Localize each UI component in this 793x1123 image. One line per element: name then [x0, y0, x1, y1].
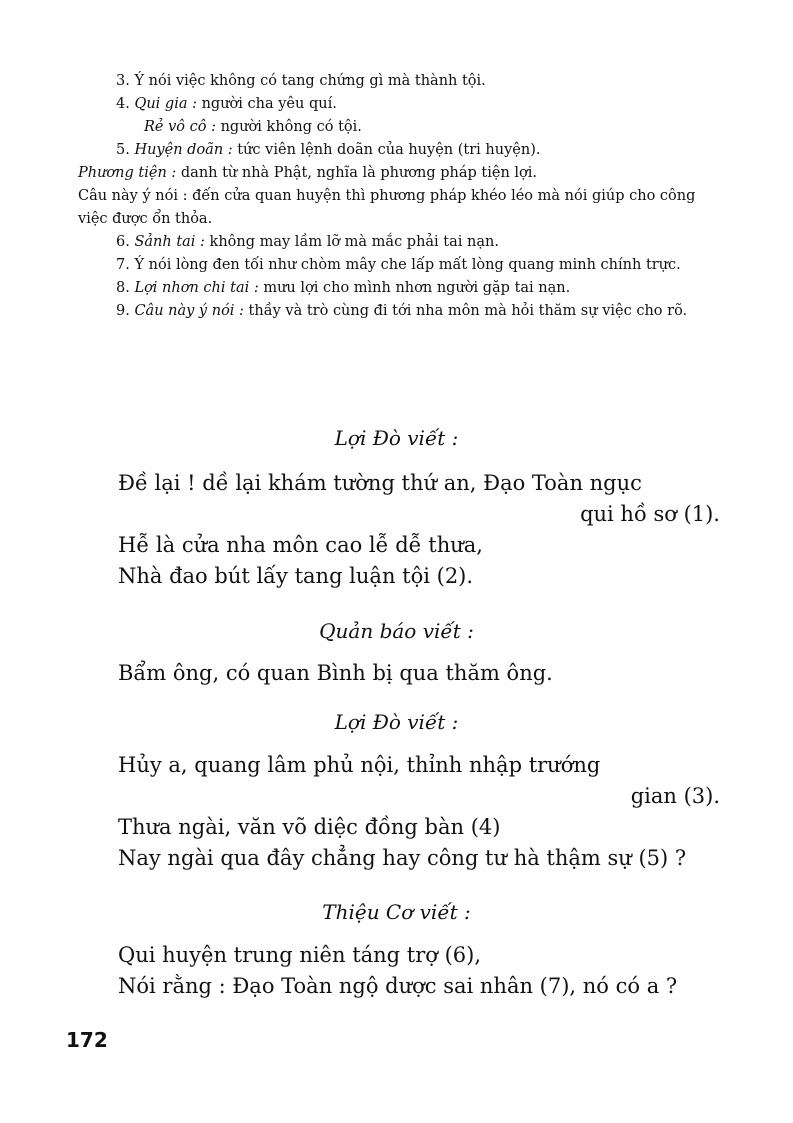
footnote-7: 7. Ý nói lòng đen tối như chòm mây che lấp mất lòng quang minh chính trực.: [116, 257, 681, 273]
footnote-term: Câu này ý nói :: [134, 303, 244, 319]
footnote-term: Sảnh tai :: [134, 234, 205, 250]
footnote-term: Phương tiện :: [78, 165, 177, 181]
verse-block: [118, 468, 720, 592]
footnote-5: 5. Huyện doãn : tức viên lệnh doãn của huyện (tri huyện).: [116, 142, 541, 158]
verse-block: [118, 658, 720, 689]
footnote-term: Qui gia :: [134, 96, 197, 112]
verse-line: Thưa ngài, văn võ diệc đồng bàn (4): [118, 815, 501, 839]
verse-line: Hễ là cửa nha môn cao lễ dễ thưa,: [118, 533, 483, 557]
page-number: 172: [66, 1028, 108, 1052]
footnote-4: 4. Qui gia : người cha yêu quí.: [116, 96, 337, 112]
verse-line: Qui huyện trung niên táng trợ (6),: [118, 943, 482, 967]
speaker-heading: Lợi Đò viết :: [334, 426, 459, 450]
footnote-8: 8. Lợi nhơn chi tai : mưu lợi cho mình nhơn người gặp tai nạn.: [116, 280, 571, 296]
verse-block: [118, 750, 720, 874]
footnote-5c: Câu này ý nói : đến cửa quan huyện thì phương pháp khéo léo mà nói giúp cho công việc được ổn thỏa.: [78, 188, 696, 227]
footnote-3: 3. Ý nói việc không có tang chứng gì mà thành tội.: [116, 73, 486, 89]
footnote-6: 6. Sảnh tai : không may lầm lỡ mà mắc phải tai nạn.: [116, 234, 499, 250]
footnote-5b: Phương tiện : danh từ nhà Phật, nghĩa là phương pháp tiện lợi.: [78, 165, 538, 181]
speaker-heading: Quản báo viết :: [319, 619, 474, 643]
verse-line: Đề lại ! dề lại khám tường thứ an, Đạo Toàn ngục: [118, 471, 642, 495]
footnote-term: Rẻ vô cô :: [144, 119, 216, 135]
verse-line: Nói rằng : Đạo Toàn ngộ dược sai nhân (7), nó có a ?: [118, 974, 678, 998]
verse-block: [118, 940, 720, 1002]
verse-line: qui hồ sơ (1).: [580, 502, 720, 526]
verse-line: Hủy a, quang lâm phủ nội, thỉnh nhập trướng: [118, 753, 601, 777]
verse-line: Nay ngài qua đây chẳng hay công tư hà thậm sự (5) ?: [118, 846, 687, 870]
footnote-term: Lợi nhơn chi tai :: [134, 280, 259, 296]
verse-line: Nhà đao bút lấy tang luận tội (2).: [118, 564, 474, 588]
speaker-heading: Lợi Đò viết :: [334, 710, 459, 734]
footnote-term: Huyện doãn :: [134, 142, 233, 158]
speaker-heading: Thiệu Cơ viết :: [322, 900, 471, 924]
footnotes: [78, 70, 723, 323]
footnote-9: 9. Câu này ý nói : thầy và trò cùng đi tới nha môn mà hỏi thăm sự việc cho rõ.: [116, 303, 688, 319]
verse-line: gian (3).: [630, 784, 720, 808]
verse-line: Bẩm ông, có quan Bình bị qua thăm ông.: [118, 661, 553, 685]
footnote-4b: Rẻ vô cô : người không có tội.: [144, 119, 362, 135]
